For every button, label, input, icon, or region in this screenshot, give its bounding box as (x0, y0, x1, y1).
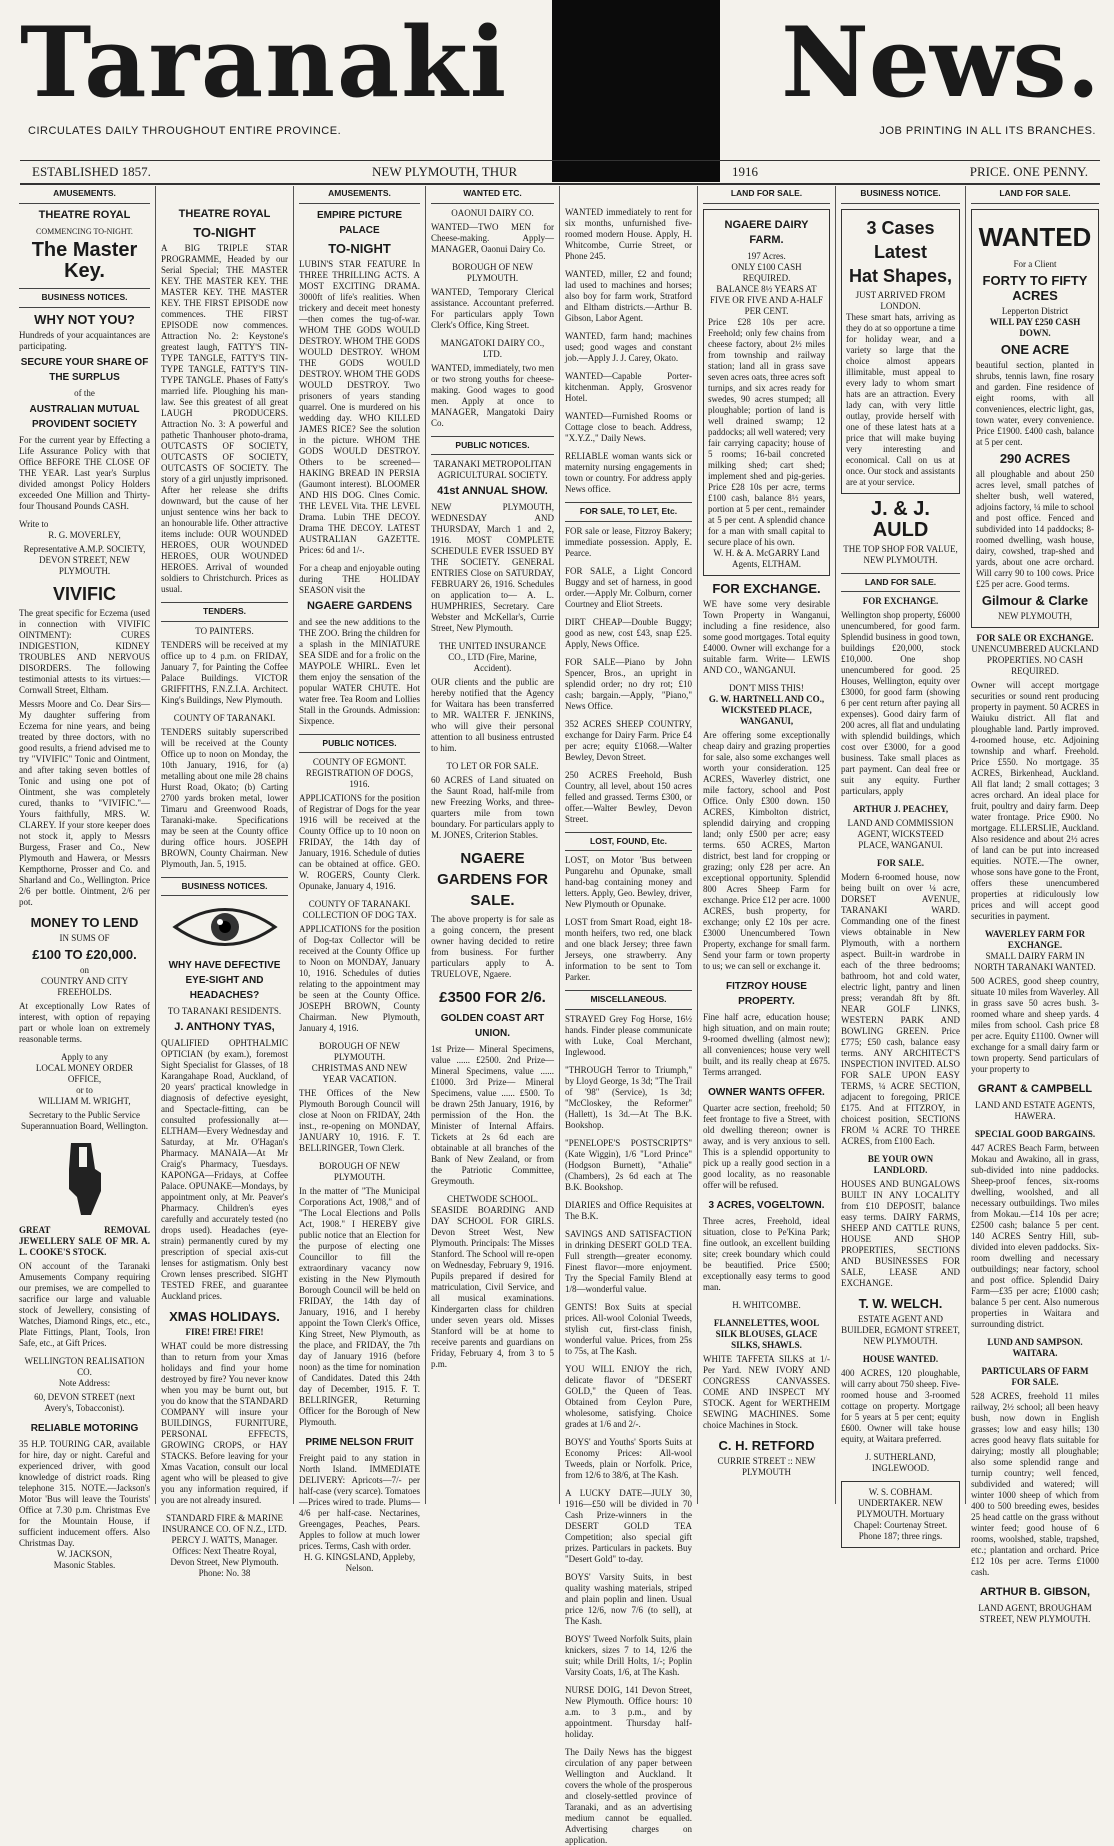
column-1 (14, 186, 156, 1570)
column-7 (836, 186, 966, 1541)
through-ad: "THROUGH Terror to Triumph," by Lloyd George, 1s 3d; "The Trail of '98" (Service), 1s 3d; "McCloskey, the Reformer" (Hallett), 1s 3d.—At The B.K. Bookshop. (565, 1064, 692, 1130)
district: Lepperton District (1001, 305, 1069, 316)
wanted-porter: WANTED—Capable Porter-kitchenman. Apply, Grosvenor Hotel. (565, 371, 692, 403)
dateline (20, 160, 1100, 185)
fitzroy-heading: FITZROY HOUSE PROPERTY. (726, 980, 807, 1007)
or-to: or to (76, 1084, 93, 1095)
spacer (565, 186, 692, 203)
hartnell-heading: G. W. HARTNELL AND CO., WICKSTEED PLACE, WANGANUI, (708, 693, 825, 726)
secure-heading: SECURE YOUR SHARE OF THE SURPLUS (20, 356, 149, 383)
exchange-body: Wellington shop property, £6000 unencumbered, for good farm. Splendid business in good town, buildings £20,000, stock £10,000. One shop unencumbered for good. 25 Houses, Wellington, equity over £3000, for good farm (showing 6 per cent return after paying all expenses). Good dairy farm of 200 acres, all flat and undulating with splendid buildings, which cost over £3000, for a good business. Take small places as part payment. Can deal free or suit any equity. Further particulars, apply (841, 610, 960, 796)
ngaere-body: and see the new additions to the THE ZOO. Bring the children for a splash in the MINIATURE SEA SIDE and for a frolic on the MAYPOLE WHIRL. Even let them enjoy the sensation of the popular WATER CHUTE. Hot water free. Tea Room and Lollies Stall in the Grounds. Admission: Sixpence. (299, 616, 420, 726)
welch-sub: ESTATE AGENT AND BUILDER, EGMONT STREET, NEW PLYMOUTH. (841, 1314, 960, 1346)
vacation-body: THE Offices of the New Plymouth Borough Council will close at Noon on FRIDAY, 24th inst., re-opening on MONDAY, JANUARY 10, 1916. F. T. BELLRINGER, Town Clerk. (299, 1088, 420, 1153)
flannel-heading: FLANNELETTES, WOOL SILK BLOUSES, GLACE SILKS, SHAWLS. (713, 1317, 820, 1350)
society-body: For the current year by Effecting a Life Assurance Policy with that Office BEFORE THE CLOSE OF THE YEAR. Last year's Surplus divided amongst Policy Holders exceeded One Million and Thirty-four Thousand Pounds CASH. (19, 434, 150, 511)
amount: £100 TO £20,000. (32, 946, 137, 962)
farm-body: 528 ACRES, freehold 11 miles railway, 2½ school; all been heavy bush, now down in English grasses; low and easy hills; 130 acres good heavy flats suitable for dairying; mostly all ploughable; also some splendid range and turnip country; well fenced, subdivided and watered; will winter 1000 sheep of which from 400 to 500 breeding ewes, besides 25 head cattle on the grass without winter feed; good house of 6 rooms, woolshed, stable, trapshed, etc.; plantation and orchard. Price £12 10s per acre. Terms £1000 cash. (971, 1390, 1099, 1577)
sutherland: J. SUTHERLAND, INGLEWOOD. (865, 1452, 936, 1473)
vacation-heading: CHRISTMAS AND NEW YEAR VACATION. (311, 1063, 408, 1084)
why-heading: WHY NOT YOU? (34, 311, 135, 327)
on: on (80, 964, 89, 975)
realisation: WELLINGTON REALISATION CO. (24, 1355, 145, 1377)
county-heading: COUNTY OF TARANAKI. (173, 712, 276, 723)
wanted-miller: WANTED, miller, £2 and found; lad used to machines and horses; also boy for farm work, Stratford and Eltham districts.—Arthur B. Gibson, Labor Agent. (565, 269, 692, 323)
acres-250-ad: 250 ACRES Freehold, Bush Country, all level, about 150 acres felled and grassed. Terms £300, or offer.—Walter Bewley, Devon Street. (565, 769, 692, 824)
eye-residents: TO TARANAKI RESIDENTS. (167, 1006, 282, 1016)
peachey: ARTHUR J. PEACHEY, (852, 804, 949, 814)
hats-shapes: Hat Shapes, (848, 265, 953, 286)
job-printing-line: JOB PRINTING IN ALL ITS BRANCHES. (879, 125, 1096, 137)
money-body: At exceptionally Low Rates of interest, with option of repaying part or whole loan on extremely reasonable terms. (19, 1000, 150, 1044)
grant-heading: GRANT & CAMPBELL (977, 1082, 1093, 1095)
gilmour-heading: Gilmour & Clarke (981, 592, 1089, 608)
hats-latest: Latest (873, 241, 927, 262)
section-heading: TENDERS. (161, 602, 288, 622)
sale-body: Owner will accept mortgage securities or sound rent producing property in payment. 50 ACRES in Waiuku district. All flat and ploughable land. Partly improved. 4-roomed house, etc. Adjoining township and wharf. Freehold. Price £550. No mortgage. 35 ACRES, Birkenhead, Auckland. All flat land; 2 small cottages; 3 acres orchard. An ideal place for fruit, poultry and dairy farm. Deep water frontage. Price £900. No mortgage. ELLERSLIE, Auckland. Also residence and about 2½ acres of land can be put into increased equities. NOTE.—The owner, whose sons have gone to the Front, offers these unencumbered properties at ridiculously low prices and will accept good securities in payment. (971, 679, 1099, 921)
section-heading: MISCELLANEOUS. (565, 990, 692, 1010)
oaonui-body: WANTED—TWO MEN for Cheese-making. Apply— MANAGER, Oaonui Dairy Co. (431, 221, 554, 254)
farm-ad-box (703, 209, 830, 576)
farm-acres: 197 Acres. (747, 250, 786, 261)
of-the: of the (74, 387, 95, 398)
stables: Masonic Stables. (53, 1559, 116, 1570)
sale-exchange-heading: FOR SALE OR EXCHANGE. (976, 632, 1094, 643)
special-body: 447 ACRES Beach Farm, between Mokau and Awakino, all in grass, sub-divided into nine paddocks. Sheep-proof fences, six-rooms dwelling, woolshed, and all necessary outbuildings. Two miles from Mokau.—£14 10s per acre; £2500 cash; balance 5 per cent. 140 ACRES Sentry Hill, sub-divided into eleven paddocks. Six-room dwelling and necessary outbuildings; near factory, school and post office. Splendid Dairy Farm—£35 per acre; £1000 cash; balance 5 per cent. Also numerous properties in Waitara and surrounding district. (971, 1142, 1099, 1329)
gardens-body: The above property is for sale as a going concern, the present owner having decided to retire from business. For further particulars apply to A. TRUELOVE, Ngaere. (431, 914, 554, 979)
write-to: Write to (19, 518, 49, 529)
strayed-ad: STRAYED Grey Fog Horse, 16½ hands. Finder please communicate with Luke, Coal Merchant, Inglewood. (565, 1013, 692, 1057)
spacer (161, 186, 288, 203)
mangatoki-body: WANTED, immediately, two men or two strong youths for cheese-making. Good wages to good men. Apply at once to MANAGER, Mangatoki Dairy Co. (431, 362, 554, 428)
removal-body: ON account of the Taranaki Amusements Company requiring our premises, we are compelled to sacrifice our large and valuable stock of Jewellery, consisting of Watches, Diamond Rings, etc., etc., Plate Fittings, Plant, Tools, Iron Safe, etc., at Gift Prices. (19, 1260, 150, 1348)
watts: PERCY J. WATTS, Manager. (171, 1535, 278, 1545)
column-header: AMUSEMENTS. (19, 186, 150, 204)
vogeltown-heading: 3 ACRES, VOGELTOWN. (708, 1199, 825, 1211)
waverley-body: 500 ACRES, good sheep country, situate 10 miles from Waverley. All in grass save 50 acres bush. 3-roomed whare and sheep yards. 4 miles from school. Cash price £8 per acre. Equity £1100. Owner will exchange for a small dairy farm or town property. Send particulars of your property to (971, 975, 1099, 1074)
nurse-ad: NURSE DOIG, 141 Devon Street, New Plymouth. Office hours: 10 a.m. to 3 p.m., and by appointment. Thursday half-holiday. (565, 1684, 692, 1739)
taranaki-heading: COUNTY OF TARANAKI. (308, 899, 411, 909)
tyas-heading: J. ANTHONY TYAS, (174, 1021, 275, 1033)
particulars-heading: PARTICULARS OF FARM FOR SALE. (981, 1365, 1089, 1387)
section-heading: PUBLIC NOTICES. (431, 436, 554, 456)
news-notice: The Daily News has the biggest circulation of any paper between Wellington and Auckland. It covers the whole of the prosperous and closely-settled province of Taranaki, and as an advertising medium cannot be equalled. Advertising charges on application. (565, 1746, 692, 1845)
show-heading: 41st ANNUAL SHOW. (437, 485, 548, 497)
gibson-sub: LAND AGENT, BROUGHAM STREET, NEW PLYMOUTH. (978, 1602, 1092, 1624)
farm-agents: W. H. & A. McGARRY Land Agents, ELTHAM. (713, 547, 820, 569)
column-header: LAND FOR SALE. (971, 186, 1099, 204)
farm-cash: ONLY £100 CASH REQUIRED. (731, 261, 802, 283)
society-heading: AUSTRALIAN MUTUAL PROVIDENT SOCIETY (29, 403, 140, 430)
let-body: 60 ACRES of Land situated on the Saunt Road, half-mile from new Freezing Works, and three-quarters mile from town boundary. For particulars apply to M. JONES, Criterion Stables. (431, 775, 554, 840)
mangatoki-heading: MANGATOKI DAIRY CO., LTD. (440, 337, 545, 359)
retford-heading: C. H. RETFORD (718, 1437, 815, 1453)
show-body: NEW PLYMOUTH, WEDNESDAY AND THURSDAY, March 1 and 2, 1916. MOST COMPLETE SCHEDULE EVER ISSUED BY THE SOCIETY. GENERAL ENTRIES Close on SATURDAY, FEBRUARY 26, 1916. Schedules on application to— A. L. HUMPHRIES, Secretary. Care Webster and McKellar's, Currie Street, New Plymouth. (431, 502, 554, 633)
dirt-cheap-ad: DIRT CHEAP—Double Buggy; good as new, cost £43, snap £25. Apply, News Office. (565, 616, 692, 649)
waverley-sub: SMALL DAIRY FARM IN NORTH TARANAKI WANTED. (974, 950, 1096, 972)
column-header: WANTED ETC. (431, 186, 554, 204)
place: NEW PLYMOUTH, THUR (372, 164, 518, 179)
secretary: Secretary to the Public Service Superannuation Board, Wellington. (20, 1109, 149, 1131)
lost-ad-2: LOST from Smart Road, eight 18-month heifers, two red, one black and one black Jersey; three fawn Jerseys, one strawberry. Any information to be sent to Tom Parker. (565, 917, 692, 982)
programme-body: A BIG TRIPLE STAR PROGRAMME, Headed by our Serial Special; THE MASTER KEY. THE MASTER KEY. THE MASTER KEY. THE MASTER KEY. THE FIRST EPISODE now commences. THE FIRST EPISODE now commences. Attraction No. 2: Keystone's greatest laugh, FATTY'S TIN-TYPE TANGLE, FATTY'S TIN-TYPE TANGLE, FATTY'S TIN-TYPE TANGLE. Phases of Fatty's married life. Ploughing his man-law. See this greatest of all great LAUGH PRODUCERS. Attraction No. 3: A powerful and pathetic Thanhouser photo-drama, OUTCASTS OF SOCIETY, OUTCASTS OF SOCIETY, OUTCASTS OF SOCIETY. The story of a girl unjustly imprisoned. After her release she drifts downward, but the cause of her unjust sentence wins her back to an honourable life. Other attractive items include: OUR WOUNDED HEROES, OUR WOUNDED HEROES, OUR WOUNDED HEROES. Arrival of wounded soldiers to Christchurch. Prices as usual. (161, 243, 288, 594)
egmont: COUNTY OF EGMONT. (312, 757, 407, 767)
lucky-ad: A LUCKY DATE—JULY 30, 1916—£50 will be divided in 70 Cash Prize-winners in the DESERT GOLD TEA Competition; also special gift prizes. Particulars in packets. Buy "Desert Gold" to-day. (565, 1487, 692, 1564)
dogtax-heading: COLLECTION OF DOG TAX. (302, 910, 417, 920)
borough-heading-2: BOROUGH OF NEW PLYMOUTH. (319, 1161, 400, 1182)
exchange-heading: FOR EXCHANGE. (862, 596, 939, 606)
section-heading: BUSINESS NOTICES. (19, 288, 150, 308)
borough-heading: BOROUGH OF NEW PLYMOUTH. (319, 1041, 400, 1062)
pointing-hand-icon (61, 1139, 109, 1219)
let-heading: TO LET OR FOR SALE. (446, 761, 539, 771)
prime-heading: PRIME NELSON FRUIT (305, 1437, 414, 1448)
reliable-woman: RELIABLE woman wants sick or maternity nursing engagements in town or country. For address apply News office. (565, 451, 692, 494)
auld-heading: J. & J. AULD (871, 497, 930, 541)
forsale-body: Modern 6-roomed house, now being built on over ¼ acre, DORSET AVENUE, TARANAKI WARD. Commanding one of the finest views obtainable in New Plymouth, with a northern aspect. Built-in wardrobe in each of the three bedrooms; bathroom, hot and cold water, electric light, pantry and linen press; verandah 8ft by 8ft. NEAR GOLF LINKS, WESTERN PARK AND BOWLING GREEN. Price £775; £50 cash, balance easy terms. ANY ARCHITECT'S INSPECTION INVITED. ALSO FOR SALE UPON EASY TERMS, ¼ ACRE SECTION, adjacent to foregoing, PRICE £175. And at FITZROY, in choicest position, SECTIONS FROM ¼ ACRE TO THREE ACRES, from £100 Each. (841, 872, 960, 1146)
undertaker: W. S. COBHAM. UNDERTAKER. NEW PLYMOUTH. Mortuary Chapel: Courtenay Street. Phone 187; three rings. (841, 1481, 960, 1548)
gents-ad: GENTS! Box Suits at special prices. All-wool Colonial Tweeds, stylish cut, first-class finish, wonderful value. Prices, from 25s to 75s, at The Kash. (565, 1301, 692, 1356)
shirts-ad: BOYS' Varsity Suits, in best quality washing materials, striped and plain poplin and linen. Usual price 12/6, now 7/6 (to sell), at The Kash. (565, 1571, 692, 1626)
note-address: Note Address: (58, 1377, 111, 1388)
vogeltown-body: Three acres, Freehold, ideal situation, close to Pe'Kina Park; fine outlook, an excellent building site; creek boundary which could be beautified. Price £500; exceptionally easy terms to good man. (703, 1215, 830, 1292)
standard: STANDARD FIRE & MARINE INSURANCE CO. OF N.Z., LTD. (162, 1513, 287, 1534)
fire-heading: FIRE! FIRE! FIRE! (185, 1327, 264, 1337)
farm-heading: NGAERE DAIRY FARM. (724, 218, 809, 246)
theatre-heading: THEATRE ROYAL (38, 208, 131, 221)
wanted-house: WANTED immediately to rent for six months, unfurnished five-roomed modern House. Apply, H. Whitcombe, Currie Street, or Phone 245. (565, 207, 692, 261)
peachey-sub: LAND AND COMMISSION AGENT, WICKSTEED PLACE, WANGANUI. (847, 818, 954, 850)
kingsland: H. G. KINGSLAND, Appleby, Nelson. (303, 1552, 416, 1573)
column-5 (560, 186, 698, 1845)
section-heading: LOST, FOUND, Etc. (565, 832, 692, 852)
special-heading: SPECIAL GOOD BARGAINS. (974, 1128, 1096, 1139)
motoring-body: 35 H.P. TOURING CAR, available for hire, day or night. Careful and experienced driver, with good knowledge of district roads. Ring telephone 315. NOTE.—Jackson's Motor 'Bus will leave the Tourists' Office at 7.30 p.m. Christmas Eve for the Mountain House, if sufficient inducement offers. Also Christmas Day. (19, 1438, 150, 1548)
school-heading: CHETWODE SCHOOL. (447, 1194, 538, 1204)
tyas-body: QUALIFIED OPHTHALMIC OPTICIAN (by exam.), foremost Sight Specialist for Glasses, of 18 Karangahape Road, Auckland, of 20 years' practical knowledge in diagnosis of defective eyesight, and Spectacle-fitting, can be consulted professionally at— ELTHAM—Every Wednesday and Saturday, at Mr. O'Hagan's Pharmacy. MANAIA—At Mr Craig's Pharmacy, Tuesdays. KAPONGA—Fridays, at Coffee Palace. OPUNAKE—Mondays, by appointment only, at Mr. Peaver's Pharmacy. Children's eyes carefully and accurately tested (no drops used). Headaches (eye-strain) permanently cured by my prescription of special axis-cut lenses for astigmatism. Only best Crown lenses prescribed. SIGHT TESTED FREE, and guarantee Auckland prices. (161, 1038, 288, 1301)
vivific-body: The great specific for Eczema (used in connection with VIVIFIC OINTMENT): CURES INDIGESTION, KIDNEY TROUBLES AND NERVOUS DISORDERS. The following testimonial attests to its virtues:— Cornwall Street, Eltham. (19, 607, 150, 695)
columns (14, 186, 1104, 1845)
why-body: Hundreds of your acquaintances are participating. (19, 329, 150, 351)
dogs-heading: REGISTRATION OF DOGS, 1916. (305, 768, 414, 789)
union-price: £3500 FOR 2/6. (439, 989, 546, 1006)
savings-ad: SAVINGS AND SATISFACTION in drinking DESERT GOLD TEA. Full strength—greater economy. Finest flavor—more enjoyment. Try the Special Family Blend at 1/8—wonderful value. (565, 1228, 692, 1294)
painters-heading: TO PAINTERS. (195, 625, 254, 636)
owner-heading: OWNER WANTS OFFER. (708, 1086, 825, 1098)
hats-body: These smart hats, arriving as they do at so opportune a time for holiday wear, and a variety so large that the choice almost appears illimitable, must appeal to every lady to whom smart hats are an attraction. Every lady can, with very little outlay, provide herself with one of these latest hats at a price that will make buying very interesting and economical. Call on us at once. Our stock and assistants are at your service. (846, 311, 955, 487)
established: ESTABLISHED 1857. (32, 164, 151, 179)
programme-body: LUBIN'S STAR FEATURE In THREE THRILLING ACTS. A MOST EXCITING DRAMA. 3000ft of life's realities. When trickery and deceit meet honesty—then comes the tug-of-war. WHOM THE GODS WOULD DESTROY. WHOM THE GODS WOULD DESTROY. WHOM THE GODS WOULD DESTROY. WHOM THE GODS WOULD DESTROY. Two prisoners of years standing quarrel. One is murdered on his wedding day. WHO KILLED JAMES RICE? See the solution in the picture. WHOM THE GODS WOULD DESTROY. Others to be screened— HAKING BREAD IN PERSIA (Gaumont interest). BLOOMER AND HIS DOG. Clnes Comic. THE LEVEL Vita. THE LEVEL Drama. Lubin THE DECOY. Drama THE DECOY. LATEST AUSTRALIAN GAZETTE. Prices: 6d and 1/-. (299, 258, 420, 555)
redaction-bar (552, 0, 720, 182)
dogtax-body: APPLICATIONS for the position of Dog-tax Collector will be received at the County Office up to Noon on MONDAY, January 10, 1916. Schedules of duties relating to the appointment may be seen at the County Office. JOSEPH BROWN, County Chairman. New Plymouth, January 4, 1916. (299, 924, 420, 1033)
eye-heading: WHY HAVE DEFECTIVE EYE-SIGHT AND HEADACHES? (168, 960, 281, 1001)
apply-to: Apply to any (61, 1051, 108, 1062)
painters-body: TENDERS will be received at my office up to 4 p.m. on FRIDAY, January 7, for Painting the Coffee Palace Buildings. VICTOR GRIFFITHS, F.N.Z.I.A. Architect. King's Buildings, New Plymouth. (161, 639, 288, 705)
tweed-ad: BOYS' Tweed Norfolk Suits, plain knickers, sizes 7 to 14, 12/6 the suit; while Drill Holts, 1/-; Poplin Varsity Coats, 1/6, at The Kash. (565, 1633, 692, 1677)
whitcombe: H. WHITCOMBE. (732, 1299, 801, 1310)
owner-body: Quarter acre section, freehold; 50 feet frontage to five a Street, with old dwelling thereon; owner is away, and is very anxious to sell. This is a splendid opportunity to pick up a really good section in a good locality, as no reasonable offer will be refused. (703, 1102, 830, 1190)
acres-290-body: all ploughable and about 250 acres level, small patches of shelter bush, well watered, adjoins factory, ¼ mile to school and post office. Fenced and subdivided into 14 paddocks; 8-roomed dwelling, wash house, dairy, cowshed, trap-shed and yards, about one acre orchard. Will carry 90 to 100 cows. Price £25 per acre. Good terms. (976, 468, 1094, 589)
buggy-ad: FOR SALE, a Light Concord Buggy and set of harness, in good order.—Apply Mr. Colburn, corner Courtney and Eliot Streets. (565, 565, 692, 609)
section-heading: FOR SALE, TO LET, Etc. (565, 502, 692, 522)
money-office: LOCAL MONEY ORDER OFFICE, (35, 1062, 134, 1084)
column-header: AMUSEMENTS. (299, 186, 420, 204)
tonight-heading: TO-NIGHT (193, 225, 256, 240)
empire-heading: EMPIRE PICTURE PALACE (316, 209, 402, 236)
wanted-rooms: WANTED—Furnished Rooms or Cottage close to beach. Address, "X.Y.Z.," Daily News. (565, 411, 692, 443)
oaonui-heading: OAONUI DAIRY CO. (451, 207, 534, 218)
sums: IN SUMS OF (59, 932, 110, 943)
house-heading: HOUSE WANTED. (862, 1354, 939, 1364)
school-body: SEASIDE BOARDING AND DAY SCHOOL FOR GIRLS. Devon Street West, New Plymouth. Principals: The Misses Stanford. The School will re-open on Wednesday, February 9, 1916. Pupils prepared if desired for matriculation, Civil Service, and all musical examinations. Kindergarten class for children under seven years old. Misses Stanford will be at home to receive parents and guardians on Friday, February 4, from 3 to 5 p.m. (431, 1205, 554, 1369)
column-header: LAND FOR SALE. (703, 186, 830, 204)
column-8 (966, 186, 1104, 1624)
auld-sub: THE TOP SHOP FOR VALUE, NEW PLYMOUTH. (843, 543, 958, 565)
wanted-heading: WANTED (978, 221, 1092, 252)
unencumbered: UNENCUMBERED AUCKLAND PROPERTIES. NO CASH REQUIRED. (971, 643, 1099, 676)
circulation-line: CIRCULATES DAILY THROUGHOUT ENTIRE PROVINCE. (28, 125, 342, 137)
column-4 (426, 186, 560, 1504)
commencing: COMMENCING TO-NIGHT. (36, 226, 133, 236)
union-body: 1st Prize— Mineral Specimens, value ...... £2500. 2nd Prize— Mineral Specimens, value ...... £1000. 3rd Prize— Mineral Specimens, value ...... £500. To be drawn 25th January, 1916, by permission of the Hon. the Minister of Internal Affairs. Tickets at 2s 6d each are obtainable at all branches of the Bank of New Zealand, or from the Patriotic Committee, Greymouth. (431, 1044, 554, 1186)
dont-miss: DON'T MISS THIS! (729, 682, 804, 693)
county-body: TENDERS suitably superscribed will be received at the County Office up to noon on Monday, the 10th January, 1916, for (a) metalling about one mile 28 chains Hurst Road, Okato; (b) Carting 2700 yards broken metal, lower Timaru and Greenwood Roads, Taranaki-make. Specifications may be seen at the County office during office hours. JOSEPH BROWN, County Chairman. New Plymouth, Jan. 5, 1915. (161, 726, 288, 869)
forsale-heading: FOR SALE. (876, 858, 924, 868)
master-key-heading: The Master Key. (31, 239, 138, 282)
column-2 (156, 186, 294, 1578)
wanted-box (971, 209, 1099, 628)
farm-balance: BALANCE 8½ YEARS AT FIVE OR FIVE AND A-HALF PER CENT. (709, 283, 823, 316)
representative: Representative A.M.P. SOCIETY, DEVON STREET, NEW PLYMOUTH. (23, 543, 146, 576)
united-heading: THE UNITED INSURANCE CO., LTD (Fire, Marine, Accident). (439, 641, 546, 673)
section-heading: LAND FOR SALE. (841, 573, 960, 593)
hats-ad-box (841, 209, 960, 494)
one-acre-body: beautiful section, planted in shrubs, tennis lawn, fine rosary and garden. Fine residence of eight rooms, with all conveniences, electric light, gas, town water, every convenience. Price £1900. £400 cash, balance at 5 per cent. (976, 359, 1094, 447)
gilmour-sub: NEW PLYMOUTH, (998, 610, 1072, 621)
theatre-heading: THEATRE ROYAL (178, 208, 271, 220)
landlord-heading: BE YOUR OWN LANDLORD. (867, 1154, 934, 1175)
xmas-heading: XMAS HOLIDAYS. (169, 1309, 280, 1324)
xmas-body: WHAT could be more distressing than to return from your Xmas holidays and find your home destroyed by fire? You never know when you may be burnt out, but you do know that the STANDARD COMPANY will insure your BUILDINGS, FURNITURE, PERSONAL EFFECTS, GROWING CROPS, or HAY STACKS. Before leaving for your Xmas Vacation, consult our local agent who will be pleased to give you any information required, if you are not already insured. (161, 1341, 288, 1505)
gibson: ARTHUR B. GIBSON, (980, 1585, 1090, 1598)
eye-icon (170, 902, 280, 952)
client: For a Client (1013, 258, 1057, 269)
vivific-heading: VIVIFIC (52, 583, 116, 604)
society-heading: TARANAKI METROPOLITAN AGRICULTURAL SOCIETY. (433, 459, 552, 480)
section-heading: PUBLIC NOTICES. (299, 734, 420, 754)
one-acre-heading: ONE ACRE (1000, 341, 1070, 357)
tonight-heading: TO-NIGHT (328, 240, 391, 256)
exchange-body: WE have some very desirable Town Property in Wanganui, including a fine residence, also some good mortgages. Total equity £4000. Owner will exchange for a suitable farm. Write— LEWIS AND CO., WANGANUI. (703, 598, 830, 675)
masthead-title-left: Taranaki (20, 6, 509, 119)
clerical-body: WANTED, Temporary Clerical assistance. Accountant preferred. For particulars apply Town Clerk's Office, King Street. (431, 286, 554, 330)
money-heading: MONEY TO LEND (30, 914, 139, 930)
holiday-text: For a cheap and enjoyable outing during THE HOLIDAY SEASON visit the (299, 562, 420, 595)
acres-352-ad: 352 ACRES SHEEP COUNTRY, exchange for Dairy Farm. Price £4 per acre; equity £1068.—Walter Bewley, Devon Street. (565, 718, 692, 762)
retford-address: CURRIE STREET :: NEW PLYMOUTH (717, 1455, 816, 1477)
ngaere-heading: NGAERE GARDENS (306, 599, 413, 612)
landlord-body: HOUSES AND BUNGALOWS BUILT IN ANY LOCALITY from £10 DEPOSIT, balance easy terms. DAIRY FARMS, SHEEP AND CATTLE RUNS, HOUSE AND SHOP PROPERTIES, SECTIONS AND BUSINESSES FOR SALE, LEASE AND EXCHANGE. (841, 1179, 960, 1288)
address: 60, DEVON STREET (next Avery's, Tobacconist). (34, 1391, 135, 1413)
prime-body: Freight paid to any station in North Island. IMMEDIATE DELIVERY: Apricots—7/- per half-case (very scarce). Tomatoes—Prices wired to trade. Plums—4/6 per half-case. Nectarines, Greengages, Peaches, Pears. Apples to follow at much lower prices. Terms, Cash with order. (299, 1453, 420, 1551)
enjoy-ad: YOU WILL ENJOY the rich, delicate flavor of "DESERT GOLD," the Queen of Teas. Obtained from Ceylon Pure, wholesome, satisfying. Choice grades at 1/6 and 2/-. (565, 1363, 692, 1429)
election-body: In the matter of "The Municipal Corporations Act, 1908," and of "The Local Elections and Polls Act, 1908." I HEREBY give public notice that an Election for the purpose of electing one Councillor to fill the extraordinary vacancy now existing in the New Plymouth Borough Council will be held on FRIDAY, the 14th day of January, 1916, and I hereby appoint the Town Clerk's Office, King Street, New Plymouth, as the place, and FRIDAY, the 7th day of January 1916 (before noon) as the time for nomination of Candidates. Dated this 24th day of December, 1915. F. T. BELLRINGER, Returning Officer for the Borough of New Plymouth. (299, 1186, 420, 1427)
gardens-heading: NGAERE GARDENS FOR SALE. (437, 850, 548, 909)
jackson: W. JACKSON, (57, 1548, 112, 1559)
flannel-body: WHITE TAFFETA SILKS at 1/- Per Yard. NEW IVORY AND CONGRESS CANVASSES. COME AND INSPECT MY STOCK. Agent for WERTHEIM SEWING MACHINES. Some choice Machines in Stock. (703, 1353, 830, 1430)
diaries-ad: DIARIES and Office Requisites at The B.K. (565, 1199, 692, 1221)
union-heading: GOLDEN COAST ART UNION. (440, 1013, 545, 1039)
wanted-farmhand: WANTED, farm hand; machines used; good wages and constant job.—Apply J. J. Carey, Okato. (565, 331, 692, 363)
masthead-title-right: News. (781, 6, 1100, 119)
wright: WILLIAM M. WRIGHT, (38, 1095, 131, 1106)
removal-heading: GREAT REMOVAL JEWELLERY SALE OF MR. A. L. COOKE'S STOCK. (19, 1224, 150, 1257)
house-body: 400 ACRES, 120 ploughable, will carry about 750 sheep. Five-roomed house and 3-roomed cottage on property. Mortgage for 5 years at 5 per cent; equity £600. Owner will take house equity, at Waitara preferred. (841, 1368, 960, 1444)
piano-ad: FOR SALE—Piano by John Spencer, Bros., an upright in splendid order; no dry rot; £10 cash; bargain.—Apply, "Piano," News Office. (565, 656, 692, 711)
grant-sub: LAND AND ESTATE AGENTS, HAWERA. (975, 1099, 1095, 1121)
hats-arrived: JUST ARRIVED FROM LONDON. (855, 289, 946, 311)
fitzroy-body: Fine half acre, education house; high situation, and on main route; 9-roomed dwelling (almost new); all conveniences; house very well built, and its really cheap at £675. Terms arranged. (703, 1011, 830, 1077)
price: PRICE. ONE PENNY. (969, 164, 1088, 179)
vivific-testimonial: Messrs Moore and Co. Dear Sirs—My daughter suffering from Eczema for nine years, and being treated by three doctors, with no good results, a friend advised me to try "VIVIFIC" Tonic and Ointment, and after taking seven bottles of Tonic and using one pot of Ointment, she was completely cured, thanks to "VIVIFIC."—Yours faithfully, MRS. W. CLAREY. If your store keeper does not stock it, apply to Messrs Burgess, Fraser and Co., New Plymouth and Hawera, or Messrs Kempthorne, Prosser and Co. and Sharland and Co., Wellington. Price 2/6 per bottle. Ointment, 2/6 per pot. (19, 698, 150, 907)
borough-heading: BOROUGH OF NEW PLYMOUTH. (452, 261, 533, 283)
motoring-heading: RELIABLE MOTORING (30, 1422, 139, 1434)
offices: Offices: Next Theatre Royal, Devon Street, New Plymouth. Phone: No. 38 (170, 1546, 279, 1578)
united-body: OUR clients and the public are hereby notified that the Agency for Waitara has been transferred to MR. WALTER F. JENKINS, who will give their personal attention to all business entrusted to him. (431, 677, 554, 753)
bakery-ad: FOR sale or lease, Fitzroy Bakery; immediate possession. Apply, E. Pearce. (565, 525, 692, 558)
boys-ad: BOYS' and Youths' Sports Suits at Economy Prices: All-wool Tweeds, plain or Norfolk. Price, from 12/6 to 38/6, at The Kash. (565, 1436, 692, 1480)
dogs-body: APPLICATIONS for the position of Registrar of Dogs for the year 1916 will be received at the County Office up to 10 noon on FRIDAY, the 14th day of January, 1916. Schedule of duties can be obtained at office. GEO. W. ROGERS, County Clerk. Opunake, January 4, 1916. (299, 793, 420, 891)
hats-cases: 3 Cases (866, 217, 935, 238)
forty-heading: FORTY TO FIFTY ACRES (982, 272, 1088, 303)
hartnell-body: Are offering some exceptionally cheap dairy and grazing properties for sale, also some exchanges well worth your consideration. 125 ACRES, Waverley district, one mile factory, school and Post Office. Only £300 down. 150 ACRES, Kimbolton district, splendid dairying and cropping land; only £500 per acre; easy terms. 650 ACRES, Marton district, best land for cropping or grazing; only £28 per acre. An exceptional opportunity. Splendid 800 Acres Sheep Farm for exchange. Price £12 per acre. 1000 ACRES, bush property, for exchange; only £2 10s per acre. £3000 Unencumbered Town Property, exchange for small farm. Send your farm or town property to us; we can sell or exchange it. (703, 729, 830, 971)
moverley: R. G. MOVERLEY, (48, 529, 121, 540)
welch: T. W. WELCH. (858, 1296, 943, 1311)
acres-290-heading: 290 ACRES (999, 450, 1071, 466)
column-3 (294, 186, 426, 1573)
lund: LUND AND SAMPSON. WAITARA. (987, 1336, 1083, 1358)
exchange-heading: FOR EXCHANGE. (712, 580, 821, 596)
farm-body: Price £28 10s per acre. Freehold; only few chains from cheese factory, about 2½ miles from township and railway station; land all in grass save seven acres oats, three acres soft turnips, and six acres ready for swedes, 90 acres stumped; all ploughable; portion of land is well drained swamp; 12 paddocks; all well watered; very fair carrying capacity; house of 5 rooms; 16-bail concreted milking shed; cart shed; implement shed and pig-geries. Price £28 10s per acre, terms £100 cash, balance 8½ years, portion at 5 per cent., remainder at 5 per cent. A splendid chance for a man with small capital to secure place of his own. (708, 316, 825, 547)
column-6 (698, 186, 836, 1504)
freeholds: COUNTRY AND CITY FREEHOLDS. (40, 975, 129, 997)
section-heading: BUSINESS NOTICES. (161, 877, 288, 897)
willpay: WILL PAY £250 CASH DOWN. (989, 316, 1081, 338)
column-header: BUSINESS NOTICE. (841, 186, 960, 204)
waverley-heading: WAVERLEY FARM FOR EXCHANGE. (984, 928, 1086, 950)
lost-ad: LOST, on Motor 'Bus between Pungarehu and Opunake, small hand-bag containing money and letters. Apply, Geo. Bewley, driver, New Plymouth or Opunake. (565, 855, 692, 909)
year: 1916 (732, 164, 758, 179)
penelope-ad: "PENELOPE'S POSTSCRIPTS" (Kate Wiggin), 1/6 "Lord Prince" (Hodgson Burnett), "Athalie" (Chambers), 2s 6d each at The B.K. Bookshop. (565, 1137, 692, 1192)
